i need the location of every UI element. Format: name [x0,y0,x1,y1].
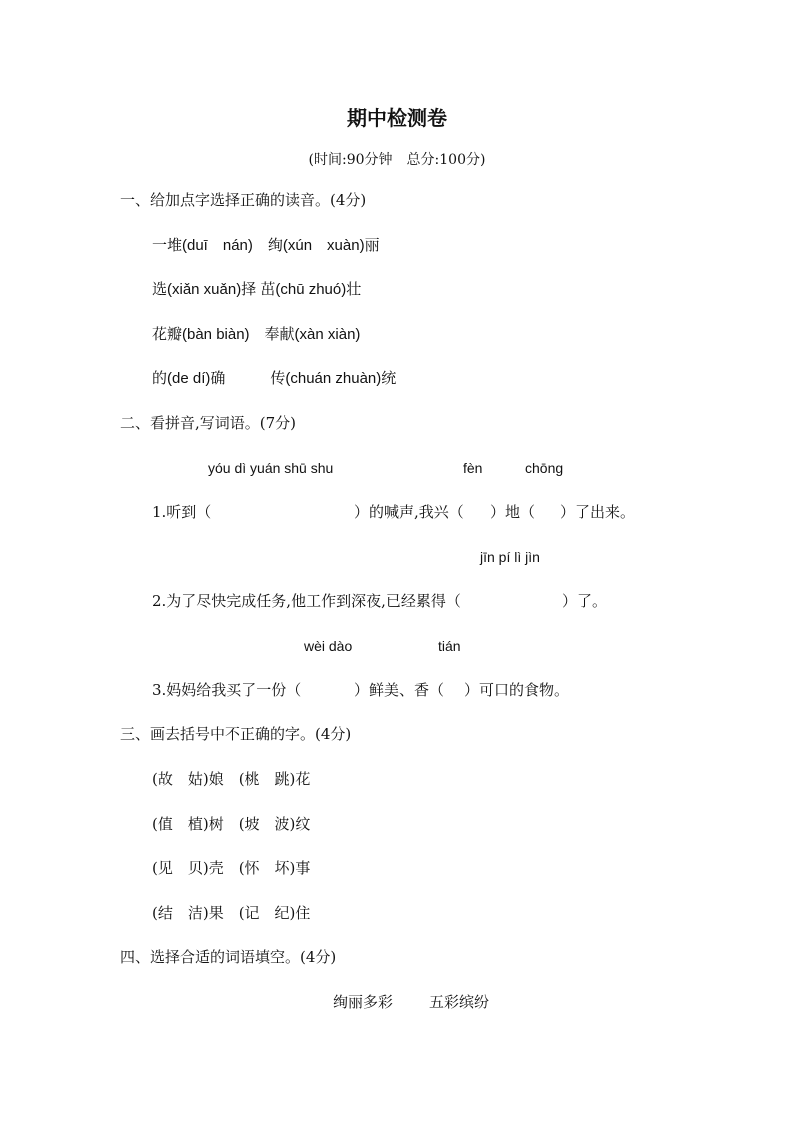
section-3-item: (见 贝)壳 (怀 坏)事 [152,859,311,877]
pinyin-hint: tián [438,638,461,654]
pinyin-hint: jīn pí lì jìn [480,549,540,565]
exam-info: (时间:90分钟 总分:100分) [308,152,486,168]
question-text: ）了。 [562,592,608,610]
section-1-item: 花瓣(bàn biàn) 奉献(xàn xiàn) [152,326,361,343]
pinyin-hint: fèn [463,460,483,476]
question-text: 3.妈妈给我买了一份（ [152,681,302,699]
question-text: ）地（ [490,503,536,521]
section-1-item: 的(de dí)确 传(chuán zhuàn)统 [152,370,397,387]
question-text: ）可口的食物。 [464,681,570,699]
section-1-item: 选(xiǎn xuǎn)择 茁(chū zhuó)壮 [152,281,362,298]
question-text: ）了出来。 [560,503,636,521]
pinyin-hint: wèi dào [304,638,353,654]
section-1-item: 一堆(duī nán) 绚(xún xuàn)丽 [152,237,380,254]
page-title: 期中检测卷 [347,106,447,130]
section-3-heading: 三、画去括号中不正确的字。(4分) [120,725,352,743]
word-choice: 绚丽多彩 [333,993,394,1011]
question-text: 2.为了尽快完成任务,他工作到深夜,已经累得（ [152,592,461,610]
section-4-heading: 四、选择合适的词语填空。(4分) [120,948,337,966]
question-text: ）鲜美、香（ [354,681,445,699]
pinyin-hint: yóu dì yuán shū shu [208,460,334,476]
section-2-heading: 二、看拼音,写词语。(7分) [120,414,297,432]
section-3-item: (值 植)树 (坡 波)纹 [152,815,311,833]
question-text: 1.听到（ [152,503,212,521]
section-3-item: (结 洁)果 (记 纪)住 [152,904,311,922]
section-3-item: (故 姑)娘 (桃 跳)花 [152,770,311,788]
question-text: ）的喊声,我兴（ [354,503,464,521]
pinyin-hint: chōng [525,460,564,476]
word-choice: 五彩缤纷 [429,993,490,1011]
section-1-heading: 一、给加点字选择正确的读音。(4分) [120,191,367,209]
